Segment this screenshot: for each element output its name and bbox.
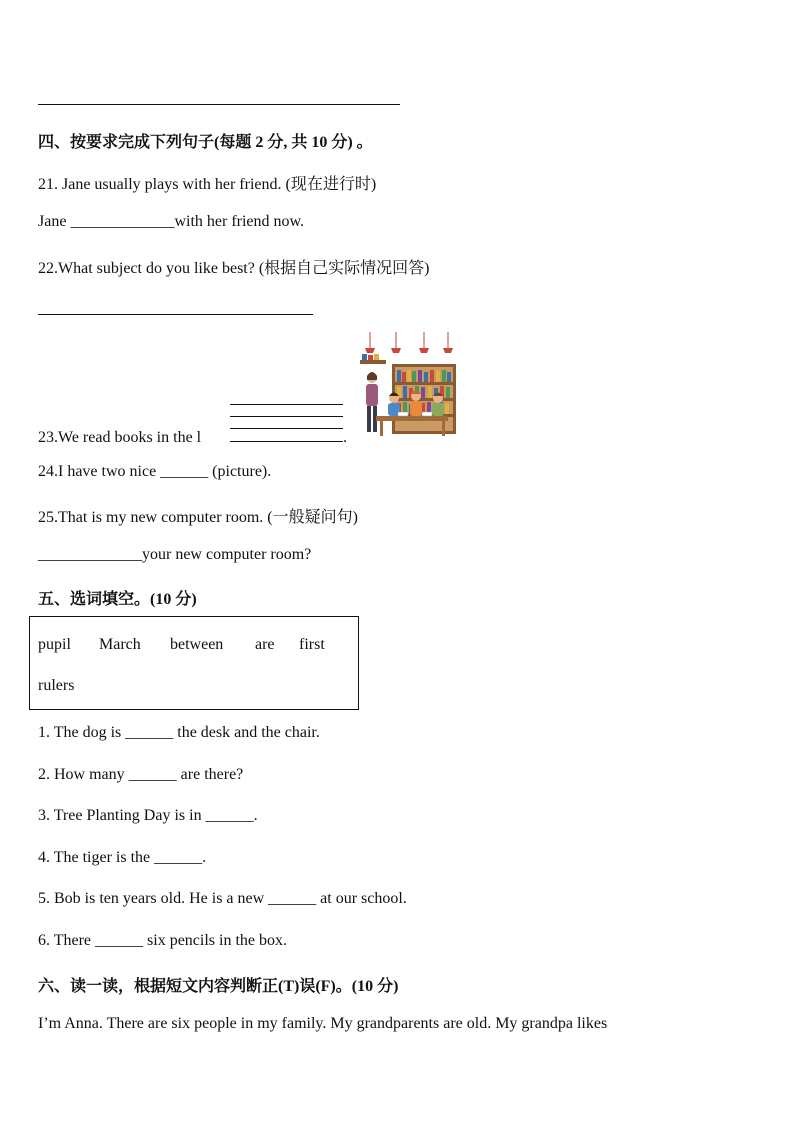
question-text: .I have two nice ______ (picture). xyxy=(54,463,272,480)
fill-item-3: 3. Tree Planting Day is in ______. xyxy=(38,807,258,824)
question-24 xyxy=(38,463,271,481)
writing-line[interactable] xyxy=(230,428,343,429)
word-bank-item: pupil xyxy=(38,636,71,653)
teacher-figure xyxy=(366,372,378,432)
word-bank-item: are xyxy=(255,636,275,653)
fill-item-1: 1. The dog is ______ the desk and the chair. xyxy=(38,724,320,741)
answer-line-top xyxy=(38,104,400,105)
fill-item-5: 5. Bob is ten years old. He is a new ______ at our school. xyxy=(38,890,407,907)
word-bank-item: rulers xyxy=(38,677,75,694)
question-text: .What subject do you like best? (根据自己实际情况回答) xyxy=(54,260,430,277)
fill-item-4: 4. The tiger is the ______. xyxy=(38,849,207,866)
question-23 xyxy=(38,429,201,447)
question-22 xyxy=(38,255,430,278)
question-number: 23 xyxy=(38,429,54,446)
question-number: 22 xyxy=(38,260,54,277)
word-bank xyxy=(29,616,359,710)
question-25 xyxy=(38,504,358,527)
answer-25 xyxy=(38,546,311,564)
section4-heading: 四、按要求完成下列句子(每题 2 分, 共 10 分) 。 xyxy=(38,134,373,151)
section5-heading: 五、选词填空。(10 分) xyxy=(38,591,197,608)
question-number: 21 xyxy=(38,176,54,193)
answer-suffix: with her friend now. xyxy=(174,213,305,230)
writing-line[interactable] xyxy=(230,404,343,405)
passage-line: I’m Anna. There are six people in my family. My grandparents are old. My grandpa likes xyxy=(38,1015,608,1032)
question-number: 24 xyxy=(38,463,54,480)
word-bank-item: between xyxy=(170,636,224,653)
answer-suffix: your new computer room? xyxy=(142,546,312,563)
answer-21 xyxy=(38,213,304,231)
writing-line[interactable] xyxy=(230,441,343,442)
question-text: . Jane usually plays with her friend. (现在进行时) xyxy=(54,176,377,193)
answer-blank[interactable]: _____________ xyxy=(70,213,175,230)
question-number: 25 xyxy=(38,509,54,526)
fill-item-2: 2. How many ______ are there? xyxy=(38,766,244,783)
word-bank-item: March xyxy=(99,636,141,653)
answer-prefix: Jane xyxy=(38,213,71,230)
question-text: .We read books in the l xyxy=(54,429,202,446)
question-23-end: . xyxy=(343,429,347,446)
library-illustration xyxy=(358,332,462,438)
answer-line-22[interactable] xyxy=(38,314,313,315)
reading-table xyxy=(376,416,448,421)
answer-blank[interactable]: _____________ xyxy=(38,546,142,563)
writing-line[interactable] xyxy=(230,416,343,417)
question-text: .That is my new computer room. (一般疑问句) xyxy=(54,509,358,526)
fill-item-6: 6. There ______ six pencils in the box. xyxy=(38,932,287,949)
word-bank-item: first xyxy=(299,636,325,653)
question-21 xyxy=(38,171,376,194)
section6-heading: 六、读一读，根据短文内容判断正(T)误(F)。(10 分) xyxy=(38,978,399,995)
students-figures xyxy=(388,391,444,417)
hanging-lamps xyxy=(370,332,448,348)
